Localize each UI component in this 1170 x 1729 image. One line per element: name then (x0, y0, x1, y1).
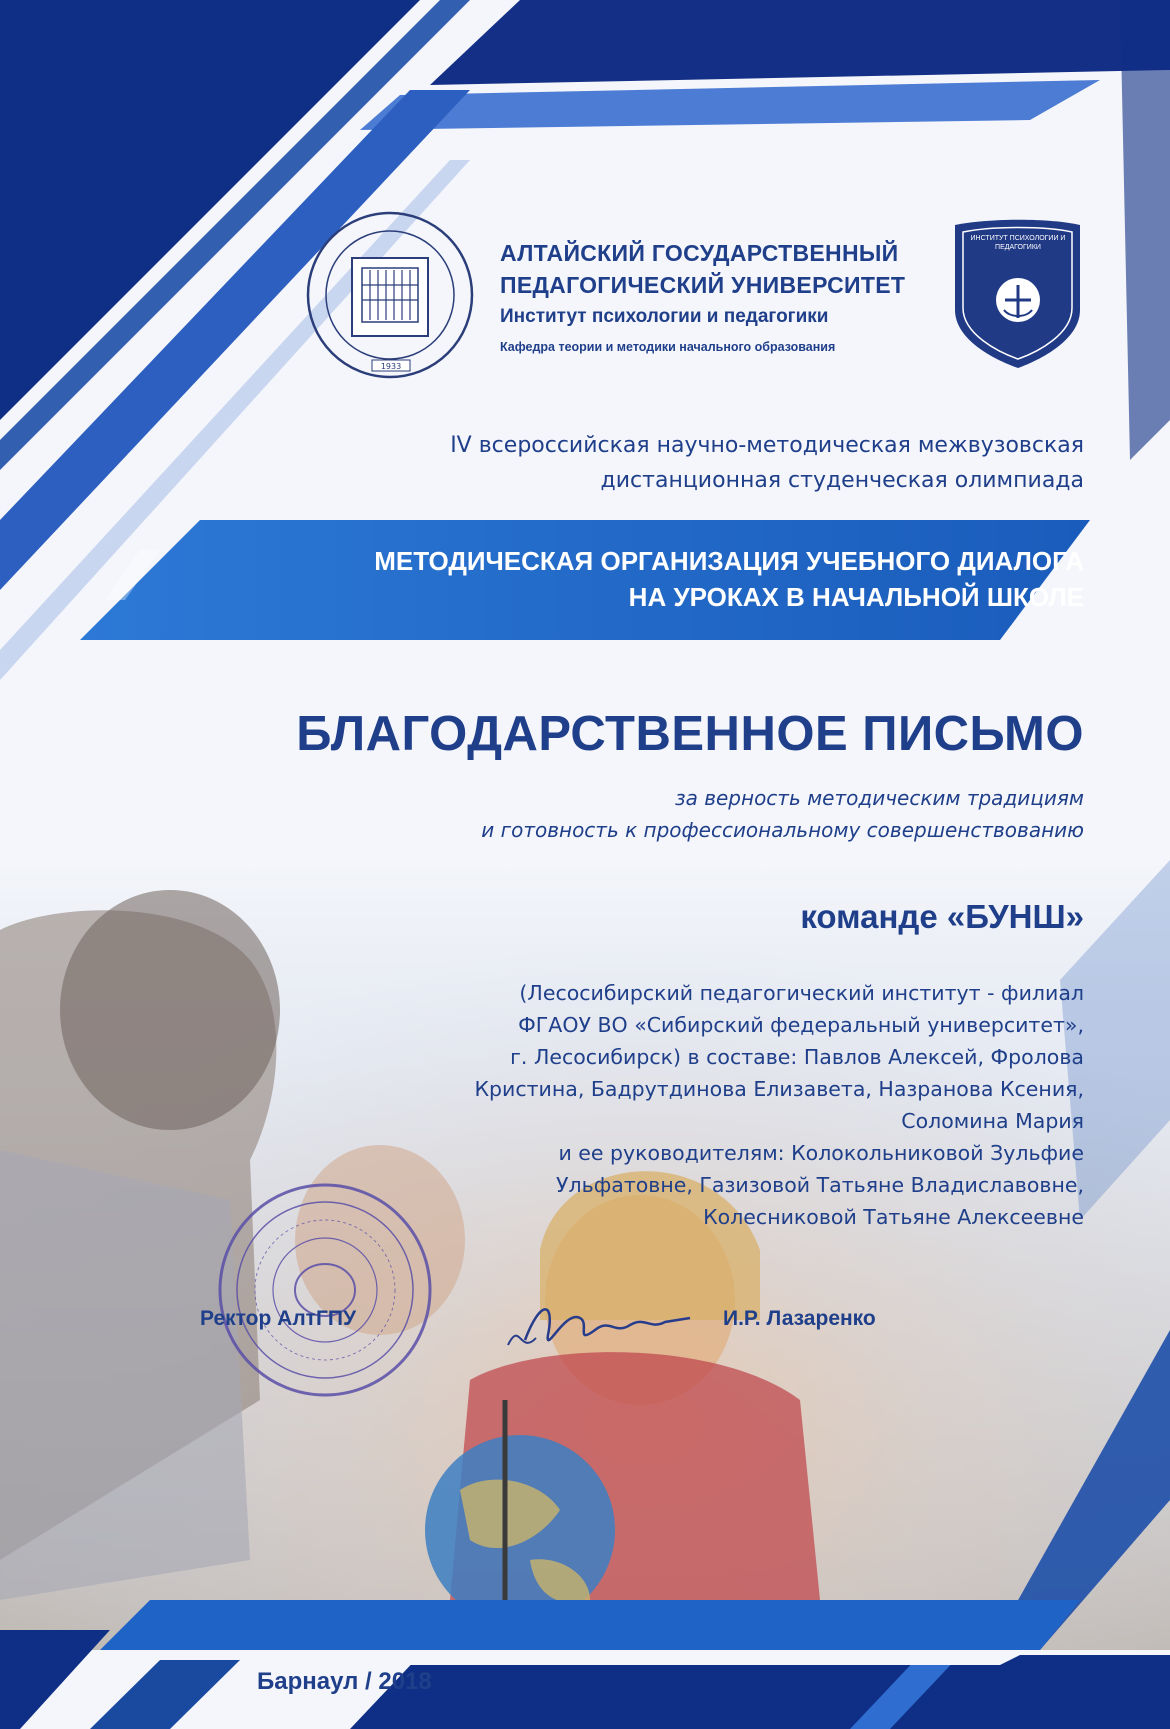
document-title: БЛАГОДАРСТВЕННОЕ ПИСЬМО (296, 707, 1084, 761)
body-line: г. Лесосибирск) в составе: Павлов Алексей, Фролова (510, 1045, 1084, 1069)
olympiad-line2: дистанционная студенческая олимпиада (600, 468, 1084, 493)
body-line: ФГАОУ ВО «Сибирский федеральный университет», (518, 1013, 1084, 1037)
footer-place-year: Барнаул / 2018 (257, 1668, 432, 1695)
institute-name: Институт психологии и педагогики (500, 306, 829, 327)
stamp-caption (230, 1286, 420, 1288)
svg-text:1933: 1933 (380, 362, 402, 371)
body-line: Ульфатовне, Газизовой Татьяне Владиславовне, (556, 1173, 1084, 1197)
signatory-name: И.Р. Лазаренко (723, 1307, 876, 1330)
body-line: Кристина, Бадрутдинова Елизавета, Назранова Ксения, (474, 1077, 1084, 1101)
body-line: Соломина Мария (901, 1109, 1084, 1133)
topic-line2: НА УРОКАХ В НАЧАЛЬНОЙ ШКОЛЕ (628, 582, 1084, 612)
body-line: и ее руководителям: Колокольниковой Зульфие (558, 1141, 1084, 1165)
emblem-caption: ИНСТИТУТ ПСИХОЛОГИИ И ПЕДАГОГИКИ (970, 235, 1066, 251)
body-line: (Лесосибирский педагогический институт - филиал (519, 981, 1084, 1005)
document-subtitle (481, 782, 1084, 846)
left-seal-text (372, 292, 407, 293)
signatory-role: Ректор АлтГПУ (200, 1307, 357, 1330)
body-line: Колесниковой Татьяне Алексеевне (703, 1205, 1084, 1229)
olympiad-line1: IV всероссийская научно-методическая межвузовская (450, 433, 1084, 458)
olympiad-topic (374, 543, 1084, 615)
subtitle-line1: за верность методическим традициям (674, 786, 1084, 810)
topic-line1: МЕТОДИЧЕСКАЯ ОРГАНИЗАЦИЯ УЧЕБНОГО ДИАЛОГА (374, 546, 1084, 576)
body-paragraph (474, 977, 1084, 1233)
university-name-line2: ПЕДАГОГИЧЕСКИЙ УНИВЕРСИТЕТ (500, 272, 906, 298)
left-seal-caption (300, 292, 480, 293)
university-name-line1: АЛТАЙСКИЙ ГОСУДАРСТВЕННЫЙ (500, 240, 899, 266)
department-name: Кафедра теории и методики начального образования (500, 340, 836, 354)
recipient-team: команде «БУНШ» (800, 898, 1084, 935)
subtitle-line2: и готовность к профессиональному совершенствованию (481, 818, 1084, 842)
olympiad-description (450, 428, 1084, 498)
